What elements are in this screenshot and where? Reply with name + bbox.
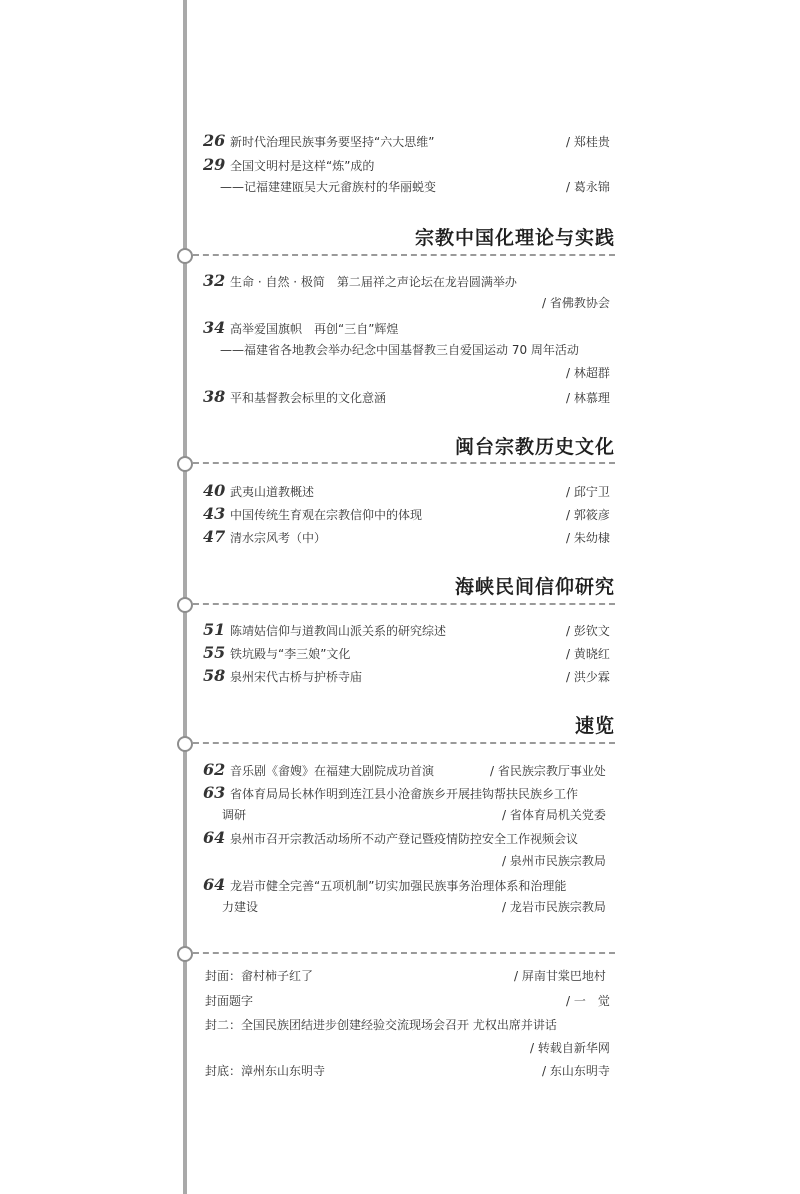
- inside-cover-source: / 转载自新华网: [530, 1041, 610, 1055]
- entry-title: 清水宗风考（中）: [230, 531, 327, 545]
- entry-author: / 葛永锦: [566, 180, 610, 194]
- entry-author: / 洪少霖: [566, 670, 610, 684]
- page-number: 62: [203, 760, 226, 779]
- inside-cover-label: 封二：全国民族团结进步创建经验交流现场会召开 尤权出席并讲话: [205, 1018, 557, 1032]
- entry-author: / 彭钦文: [566, 624, 610, 638]
- section-heading: 宗教中国化理论与实践: [414, 227, 615, 249]
- page-number: 64: [203, 875, 226, 894]
- page-number: 51: [203, 620, 226, 639]
- cover-calligraphy-label: 封面题字: [205, 994, 254, 1008]
- page-number: 58: [203, 666, 226, 685]
- entry-title: 省体育局局长林作明到连江县小沧畲族乡开展挂钩帮扶民族乡工作: [230, 787, 579, 801]
- entry-author: / 黄晓红: [566, 647, 610, 661]
- page-number: 43: [203, 504, 226, 523]
- cover-credit-author: / 屏南甘棠巴地村: [514, 969, 606, 983]
- entry-subtitle: 力建设: [222, 900, 259, 914]
- cover-calligraphy-author: / 一 觉: [566, 994, 610, 1008]
- section-divider: [193, 742, 615, 744]
- entry-title: 泉州市召开宗教活动场所不动产登记暨疫情防控安全工作视频会议: [230, 832, 579, 846]
- timeline-node: [177, 946, 193, 962]
- section-divider: [193, 952, 615, 954]
- page-number: 26: [203, 131, 226, 150]
- entry-title: 龙岩市健全完善“五项机制”切实加强民族事务治理体系和治理能: [230, 879, 567, 893]
- page-number: 55: [203, 643, 226, 662]
- timeline-node: [177, 597, 193, 613]
- entry-author: / 郭筱彦: [566, 508, 610, 522]
- entry-author: / 泉州市民族宗教局: [502, 854, 606, 868]
- entry-title: 平和基督教会标里的文化意涵: [230, 391, 387, 405]
- entry-title: 高举爱国旗帜 再创“三自”辉煌: [230, 322, 399, 336]
- entry-title: 陈靖姑信仰与道教闾山派关系的研究综述: [230, 624, 447, 638]
- back-cover-source: / 东山东明寺: [542, 1064, 610, 1078]
- page-number: 40: [203, 481, 226, 500]
- entry-author: / 省体育局机关党委: [502, 808, 606, 822]
- entry-title: 武夷山道教概述: [230, 485, 315, 499]
- section-divider: [193, 603, 615, 605]
- section-divider: [193, 462, 615, 464]
- entry-title: 生命 · 自然 · 极简 第二届祥之声论坛在龙岩圆满举办: [230, 275, 517, 289]
- page-number: 32: [203, 271, 226, 290]
- entry-subtitle: 调研: [222, 808, 247, 822]
- section-heading: 海峡民间信仰研究: [454, 576, 615, 598]
- page-number: 63: [203, 783, 226, 802]
- timeline-node: [177, 456, 193, 472]
- page-number: 29: [203, 155, 226, 174]
- section-divider: [193, 254, 615, 256]
- entry-title: 音乐剧《畲嫂》在福建大剧院成功首演: [230, 764, 435, 778]
- page-number: 34: [203, 318, 226, 337]
- entry-title: 全国文明村是这样“炼”成的: [230, 159, 375, 173]
- timeline-node: [177, 248, 193, 264]
- entry-author: / 朱幼棣: [566, 531, 610, 545]
- entry-title: 中国传统生育观在宗教信仰中的体现: [230, 508, 423, 522]
- entry-title: 泉州宋代古桥与护桥寺庙: [230, 670, 363, 684]
- entry-author: / 省佛教协会: [542, 296, 610, 310]
- entry-author: / 龙岩市民族宗教局: [502, 900, 606, 914]
- entry-author: / 邱宁卫: [566, 485, 610, 499]
- entry-author: / 郑桂贵: [566, 135, 610, 149]
- entry-subtitle: ——福建省各地教会举办纪念中国基督教三自爱国运动 70 周年活动: [220, 343, 579, 357]
- page-number: 47: [203, 527, 226, 546]
- entry-subtitle: ——记福建建瓯吴大元畲族村的华丽蜕变: [220, 180, 437, 194]
- entry-author: / 省民族宗教厅事业处: [490, 764, 606, 778]
- cover-credit-label: 封面：畲村柿子红了: [205, 969, 314, 983]
- timeline-node: [177, 736, 193, 752]
- section-heading: 闽台宗教历史文化: [454, 436, 615, 458]
- entry-author: / 林超群: [566, 366, 610, 380]
- page-number: 38: [203, 387, 226, 406]
- entry-title: 铁坑殿与“李三娘”文化: [230, 647, 351, 661]
- back-cover-label: 封底：漳州东山东明寺: [205, 1064, 326, 1078]
- entry-title: 新时代治理民族事务要坚持“六大思维”: [230, 135, 435, 149]
- entry-author: / 林慕理: [566, 391, 610, 405]
- section-heading: 速览: [574, 715, 615, 737]
- page-number: 64: [203, 828, 226, 847]
